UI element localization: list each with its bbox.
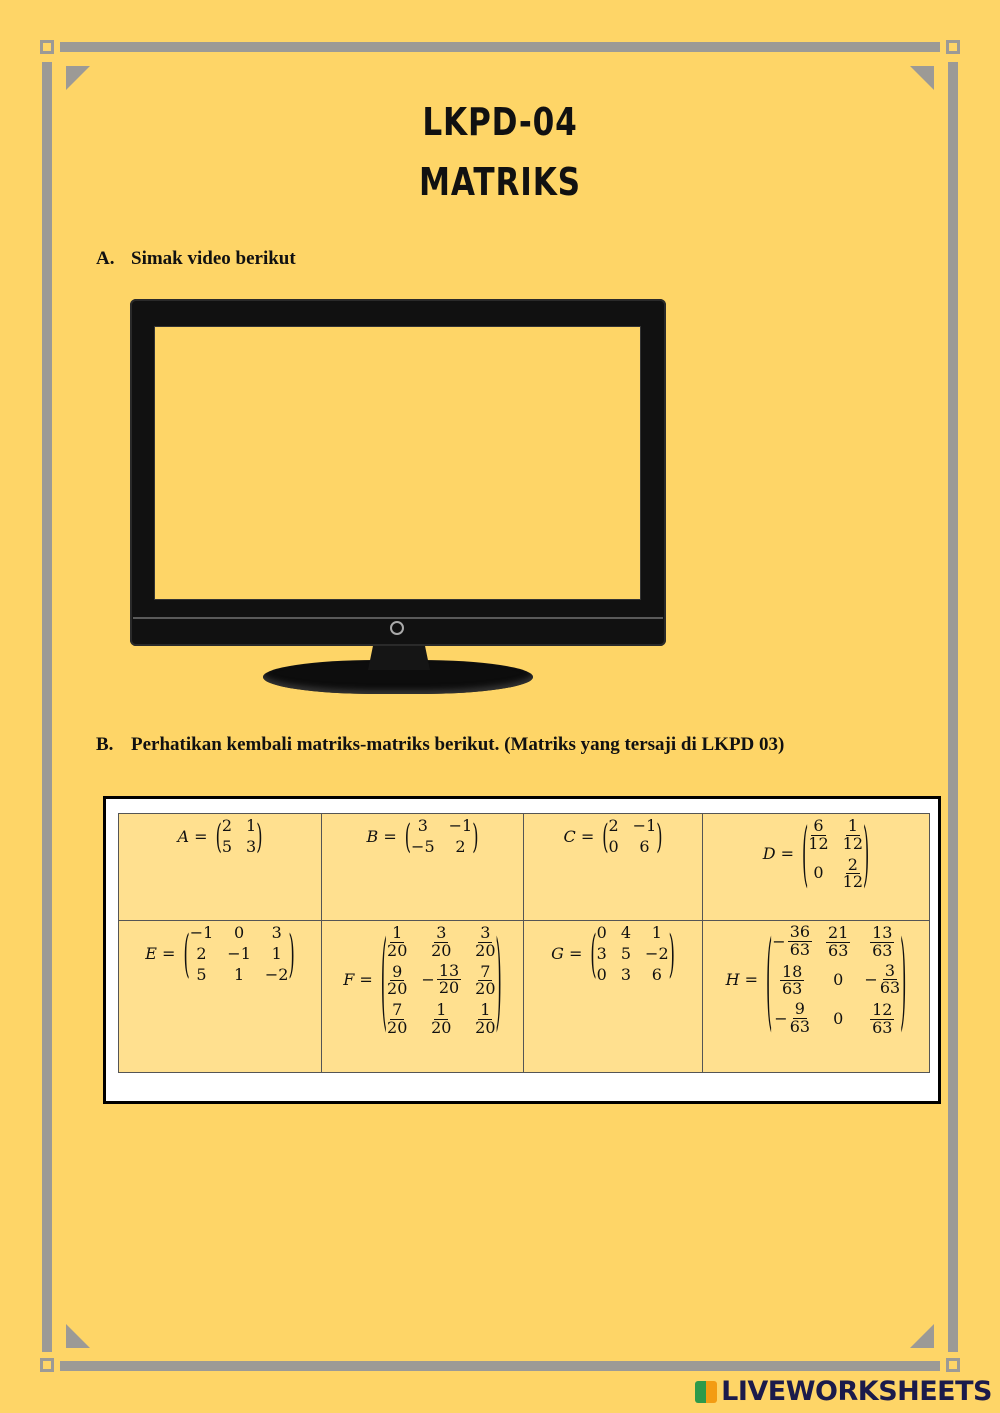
matrix-entry	[826, 923, 850, 960]
left-paren: (	[802, 811, 809, 896]
matrix-entry: 0	[233, 923, 245, 942]
matrix-f	[380, 917, 502, 1043]
denominator: 20	[475, 940, 496, 960]
matrix-entry-fraction	[421, 960, 461, 998]
matrix-c	[602, 816, 662, 856]
fraction	[842, 854, 864, 892]
denominator: 63	[828, 940, 849, 960]
matrix-grid	[222, 816, 256, 856]
denominator: 20	[438, 978, 460, 998]
numerator: 3	[436, 923, 447, 942]
denominator: 12	[842, 872, 864, 892]
matrix-entry: −2	[645, 944, 669, 963]
frame-triangle-br	[910, 1324, 934, 1348]
matrix-entry-fraction	[780, 961, 804, 999]
matrix-entry-fraction	[475, 925, 495, 960]
monitor-stand-neck	[368, 646, 430, 670]
matrix-entry-fraction	[387, 1002, 407, 1037]
section-b-label: B.	[96, 734, 114, 755]
matrix-name: F =	[343, 970, 373, 990]
matrix-entry	[843, 855, 863, 892]
matrix-entry-fraction	[870, 925, 894, 960]
matrix-grid	[411, 816, 472, 856]
numerator: 3	[480, 923, 491, 942]
numerator: 18	[781, 961, 803, 981]
minus-sign: −	[864, 970, 878, 990]
matrix-grid	[387, 923, 495, 1037]
matrix-entry	[870, 923, 894, 960]
matrix-entry: 0	[833, 970, 844, 990]
denominator: 20	[475, 1017, 496, 1037]
matrix-g	[590, 923, 674, 984]
denominator: 20	[475, 979, 496, 999]
numerator: 1	[392, 923, 403, 942]
fraction	[870, 1002, 894, 1037]
matrix-grid	[597, 923, 669, 984]
numerator: 1	[847, 816, 858, 835]
denominator: 63	[872, 940, 893, 960]
denominator: 63	[781, 979, 803, 999]
matrix-entry	[387, 923, 407, 960]
matrix-entry: 3	[620, 965, 632, 984]
matrix-entry	[808, 816, 828, 853]
denominator: 20	[387, 979, 408, 999]
matrix-a	[216, 816, 263, 856]
frame-corner-tr	[946, 40, 960, 54]
frame-triangle-bl	[66, 1324, 90, 1348]
right-paren: )	[288, 923, 295, 984]
numerator: 3	[884, 960, 896, 980]
fraction	[780, 961, 804, 999]
fraction	[790, 1001, 810, 1036]
frame-corner-br	[946, 1358, 960, 1372]
fraction	[475, 1002, 495, 1037]
left-paren: (	[602, 816, 609, 856]
right-paren: )	[668, 923, 675, 984]
logo-text: LIVEWORKSHEETS	[721, 1376, 992, 1407]
matrix-entry: 2	[455, 837, 466, 856]
numerator: 7	[392, 1000, 403, 1020]
matrix-entry-fraction	[843, 818, 863, 853]
matrix-entry	[864, 960, 901, 998]
matrix-entry: −2	[264, 965, 289, 984]
matrix-entry-fraction	[475, 961, 496, 999]
cell-matrix-d	[703, 811, 930, 921]
matrix-entry: 2	[221, 816, 233, 835]
fraction	[808, 818, 828, 853]
matrix-entry: −1	[189, 923, 214, 942]
section-b-text: Perhatikan kembali matriks-matriks berikut. (Matriks yang tersaji di LKPD 03)	[131, 734, 785, 755]
matrix-entry: 5	[196, 965, 207, 984]
matrix-entry: 3	[596, 944, 607, 963]
matrix-name: B =	[366, 826, 397, 846]
matrix-entry: 5	[620, 944, 632, 963]
matrix-entry: 0	[596, 965, 607, 984]
fraction	[475, 925, 495, 960]
matrix-entry	[475, 1000, 495, 1037]
cell-matrix-g	[524, 921, 703, 1073]
cell-matrix-a	[119, 814, 322, 921]
matrix-name: H =	[725, 970, 759, 990]
left-paren: (	[380, 917, 388, 1043]
numerator: 12	[872, 1000, 893, 1020]
matrix-entry-fraction	[842, 854, 864, 892]
liveworksheets-logo-icon	[695, 1381, 717, 1403]
fraction	[431, 1002, 451, 1037]
numerator: 36	[789, 922, 811, 941]
matrix-entry: −1	[448, 816, 473, 835]
fraction	[387, 925, 407, 960]
matrix-entry-fraction	[772, 924, 812, 959]
section-a-heading	[96, 248, 296, 270]
matrix-name: G =	[551, 944, 583, 963]
matrix-entry	[387, 962, 407, 999]
left-paren: (	[183, 923, 190, 984]
matrix-entry: 0	[596, 923, 607, 942]
denominator: 20	[431, 1017, 452, 1037]
matrix-entry-fraction	[387, 925, 407, 960]
right-paren: )	[900, 917, 907, 1043]
matrix-grid	[808, 816, 863, 891]
matrix-name: D =	[762, 844, 795, 864]
frame-bottom	[60, 1361, 940, 1371]
minus-sign: −	[774, 1008, 788, 1028]
left-paren: (	[404, 816, 412, 856]
fraction	[437, 960, 461, 998]
section-a-text: Simak video berikut	[131, 248, 296, 269]
numerator: 13	[872, 923, 893, 942]
denominator: 12	[808, 833, 829, 853]
matrix-entry	[870, 1000, 894, 1037]
matrix-entry: 5	[221, 837, 233, 856]
denominator: 12	[842, 833, 864, 853]
matrix-entry: 3	[246, 837, 257, 856]
matrix-entry: 6	[639, 837, 650, 856]
matrix-entry: −5	[411, 837, 435, 856]
denominator: 63	[879, 978, 901, 998]
denominator: 20	[387, 1017, 408, 1037]
numerator: 1	[436, 1000, 447, 1020]
cell-matrix-f	[322, 917, 524, 1073]
matrix-name: A =	[177, 826, 208, 846]
matrix-entry: 1	[233, 965, 245, 984]
numerator: 9	[392, 961, 403, 981]
fraction	[475, 961, 496, 999]
left-paren: (	[215, 816, 222, 856]
matrix-entry	[421, 960, 461, 998]
denominator: 20	[431, 940, 452, 960]
fraction	[870, 925, 894, 960]
frame-triangle-tr	[910, 66, 934, 90]
denominator: 63	[789, 1016, 811, 1036]
fraction	[788, 924, 812, 959]
cell-matrix-e	[119, 921, 322, 1073]
matrix-entry-fraction	[774, 1001, 810, 1036]
matrix-entry: 3	[271, 923, 282, 942]
matrix-b	[405, 816, 479, 856]
numerator: 13	[438, 960, 460, 980]
matrix-entry	[387, 1000, 407, 1037]
numerator: 21	[828, 923, 849, 942]
right-paren: )	[656, 816, 663, 856]
fraction	[387, 1002, 407, 1037]
matrix-entry: 1	[651, 923, 662, 942]
matrix-entry: 6	[651, 965, 662, 984]
fraction	[431, 925, 451, 960]
frame-left	[42, 62, 52, 1352]
matrix-table	[118, 813, 930, 1073]
minus-sign: −	[421, 970, 435, 990]
cell-matrix-b	[322, 814, 524, 921]
section-b-heading	[96, 734, 784, 756]
frame-triangle-tl	[66, 66, 90, 90]
numerator: 9	[794, 999, 805, 1019]
matrix-entry: 0	[608, 837, 619, 856]
matrix-entry-fraction	[826, 925, 850, 960]
matrix-entry: −1	[227, 944, 251, 963]
section-a-label: A.	[96, 248, 115, 269]
matrix-entry-fraction	[864, 960, 901, 998]
matrix-entry-fraction	[808, 818, 828, 853]
right-paren: )	[863, 811, 870, 896]
matrix-entry-fraction	[431, 925, 451, 960]
right-paren: )	[472, 816, 479, 856]
numerator: 2	[847, 854, 858, 874]
matrix-name: C =	[563, 826, 595, 846]
matrix-entry	[475, 923, 495, 960]
minus-sign: −	[772, 931, 786, 951]
matrix-entry-fraction	[431, 1002, 451, 1037]
denominator: 63	[872, 1017, 893, 1037]
denominator: 63	[789, 939, 811, 959]
fraction	[387, 961, 408, 999]
matrix-entry: −1	[632, 816, 657, 835]
matrix-entry	[780, 962, 804, 999]
liveworksheets-logo[interactable]	[695, 1376, 992, 1407]
matrix-entry: 2	[196, 944, 207, 963]
matrix-name: E =	[145, 944, 176, 963]
matrix-entry: 3	[417, 816, 428, 835]
title-line-2: MATRIKS	[419, 160, 581, 204]
title-line-1: LKPD-04	[422, 100, 578, 144]
matrix-entry-fraction	[475, 1002, 495, 1037]
video-screen[interactable]	[154, 326, 641, 600]
frame-top	[60, 42, 940, 52]
matrix-entry-fraction	[870, 1002, 894, 1037]
matrix-entry	[774, 1001, 810, 1036]
matrix-entry: 2	[608, 816, 619, 835]
cell-matrix-h	[703, 917, 930, 1073]
numerator: 6	[813, 816, 824, 835]
matrix-entry	[431, 1000, 451, 1037]
left-paren: (	[766, 917, 773, 1043]
matrix-entry: 4	[620, 923, 632, 942]
fraction	[826, 925, 850, 960]
right-paren: )	[495, 917, 502, 1043]
fraction	[843, 818, 863, 853]
fraction	[879, 960, 901, 998]
left-paren: (	[590, 923, 597, 984]
matrix-grid	[608, 816, 656, 856]
matrix-h	[766, 917, 907, 1043]
matrix-grid	[190, 923, 289, 984]
matrix-entry	[772, 924, 812, 959]
matrix-e	[183, 923, 294, 984]
denominator: 20	[387, 940, 408, 960]
matrix-entry-fraction	[387, 961, 408, 999]
right-paren: )	[256, 816, 263, 856]
matrix-entry	[431, 923, 451, 960]
numerator: 1	[480, 1000, 491, 1020]
power-button-icon	[390, 621, 404, 635]
cell-matrix-c	[524, 814, 703, 921]
matrix-entry: 1	[246, 816, 257, 835]
frame-corner-bl	[40, 1358, 54, 1372]
matrix-d	[802, 811, 870, 896]
numerator: 7	[480, 961, 491, 981]
matrix-entry: 1	[271, 944, 282, 963]
matrix-entry: 0	[833, 1008, 844, 1028]
frame-right	[948, 62, 958, 1352]
matrix-entry	[475, 962, 495, 999]
matrix-entry: 0	[813, 863, 824, 883]
monitor-trim	[133, 617, 663, 619]
matrix-grid	[772, 923, 900, 1037]
matrix-entry	[843, 816, 863, 853]
frame-corner-tl	[40, 40, 54, 54]
